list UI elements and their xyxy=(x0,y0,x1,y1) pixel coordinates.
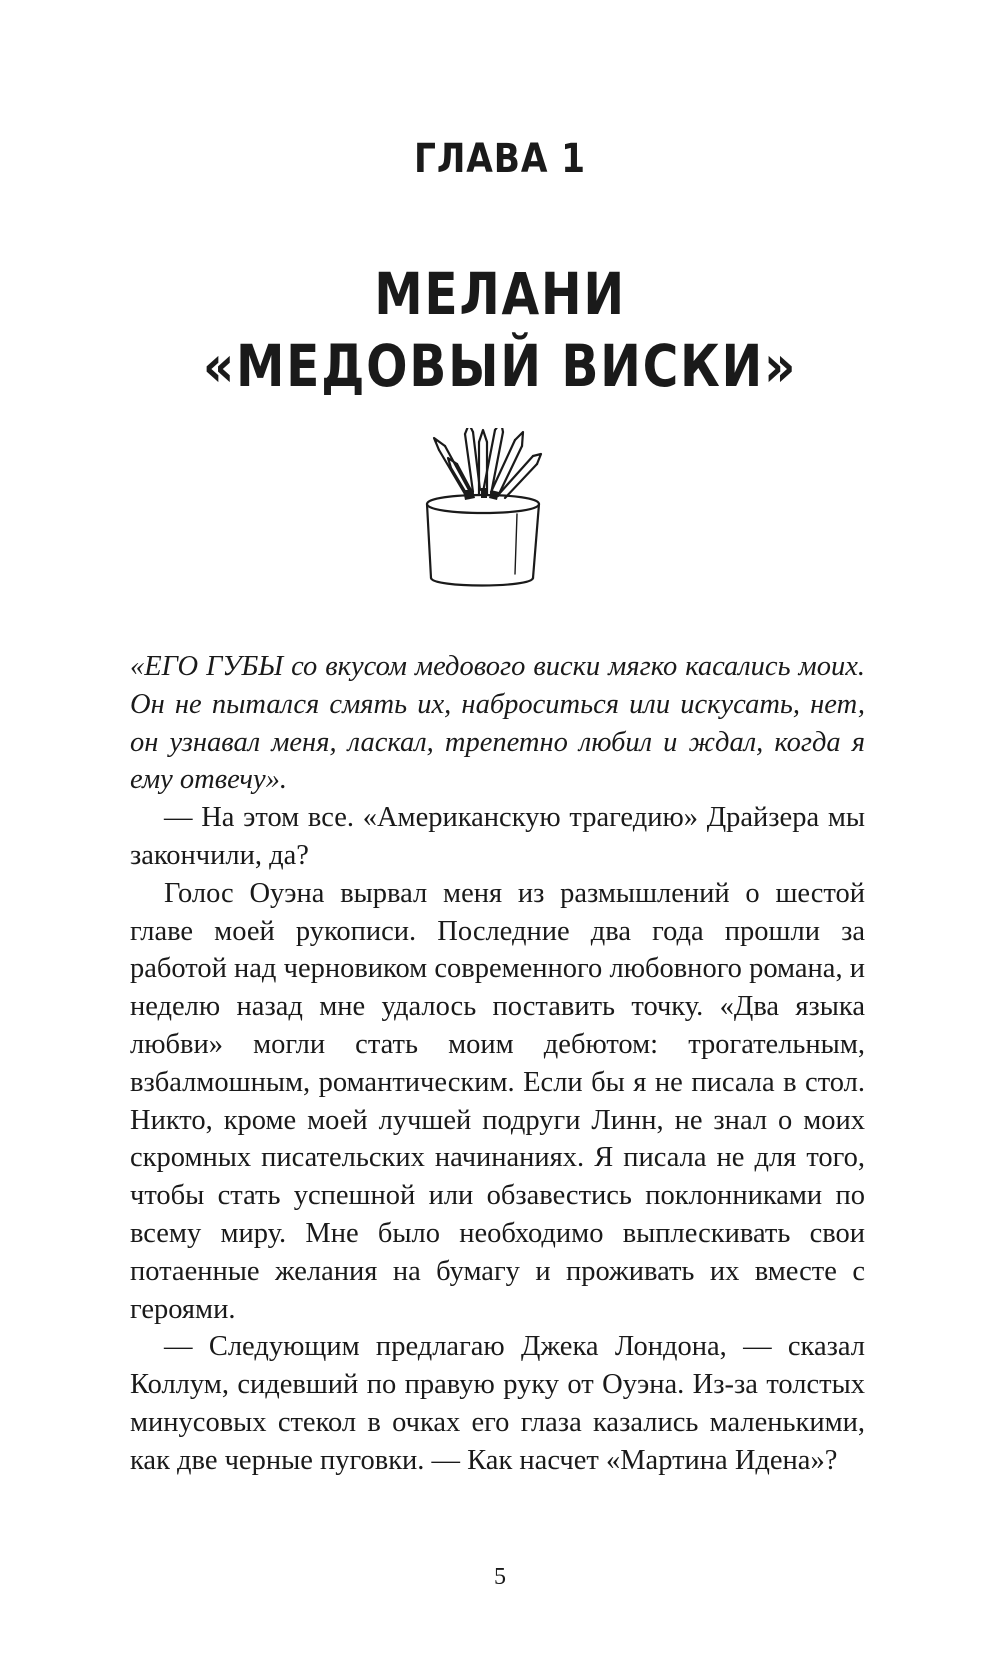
chapter-number: ГЛАВА 1 xyxy=(414,136,586,182)
chapter-text xyxy=(130,648,865,1480)
paragraph: Голос Оуэна вырвал меня из размышлений о шестой главе моей рукописи. Последние два года прошли за работой над черновиком современного любовного романа, и неделю назад мне удалось поставить точку. «Два языка любви» могли стать моим дебютом: трогательным, взбалмошным, романтическим. Если бы я не писала в стол. Никто, кроме моей лучшей подруги Линн, не знал о моих скромных писательских начинаниях. Я писала не для того, чтобы стать успешной или обзавестись поклонниками по всему миру. Мне было необходимо выплескивать свои потаенные желания на бумагу и проживать их вместе с героями. xyxy=(130,877,865,1325)
page-number: 5 xyxy=(494,1564,506,1590)
paragraph: — На этом все. «Американскую трагедию» Драйзера мы закончили, да? xyxy=(130,802,865,871)
chapter-title-line-2: «МЕДОВЫЙ ВИСКИ» xyxy=(202,332,798,400)
chapter-title xyxy=(80,258,920,402)
epigraph: «ЕГО ГУБЫ со вкусом медового виски мягко касались моих. Он не пытался смять их, наброситься или искусать, нет, он узнавал меня, ласкал, трепетно любил и ждал, когда я ему отвечу». xyxy=(130,651,865,796)
paragraph: — Следующим предлагаю Джека Лондона, — сказал Коллум, сидевший по правую руку от Оуэна. Из-за толстых минусовых стекол в очках его глаза казались маленькими, как две черные пуговки. — Как насчет «Мартина Идена»? xyxy=(130,1331,865,1476)
pencil-cup-icon xyxy=(423,428,543,590)
chapter-title-line-1: МЕЛАНИ xyxy=(374,260,626,328)
